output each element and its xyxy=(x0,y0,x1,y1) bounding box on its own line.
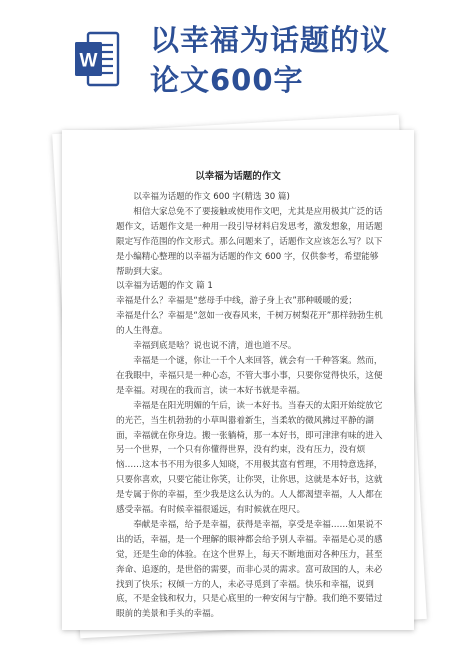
banner-title xyxy=(150,20,450,100)
header-banner xyxy=(0,0,474,118)
document-subtitle: 以幸福为话题的作文 600 字(精选 30 篇) xyxy=(133,192,290,202)
paragraph: 幸福是在阳光明媚的午后，读一本好书。当春天的太阳开始绽放它的光芒，当生机勃勃的小草叫嚣着新生，当柔软的微风拂过平静的湖面，幸福就在你身边。搬一张躺椅，那一本好书，即可津津有味的进入另一个世界，一个只有你懂得世界，没有约束，没有压力，没有烦恼……这本书不用为很多人知晓，不用极其富有哲理，不用特意选择，只要你喜欢，只要它能让你笑，让你哭，让你思，这就是本好书，这就是专属于你的幸福，至少我是这么认为的。人人都渴望幸福，人人都在感受幸福。有时候幸福很遥远，有时候就在咫尺。 xyxy=(116,400,383,516)
svg-text:W: W xyxy=(79,50,98,72)
paragraph: 奉献是幸福，给予是幸福，获得是幸福，享受是幸福……如果说不出的话，幸福，是一个理解的眼神都会给予别人幸福。幸福是心灵的感觉，还是生命的体验。在这个世界上，每天不断地面对各种压力，甚至奔命、追逐的，是世俗的需要，而非心灵的需求。富可敌国的人，未必找到了快乐；权倾一方的人，未必寻觅到了幸福。快乐和幸福，说到底，不是金钱和权力，只是心底里的一种安闲与宁静。我们绝不要错过眼前的美景和手头的幸福。 xyxy=(116,519,383,620)
document-page xyxy=(62,130,414,630)
word-document-icon xyxy=(74,31,120,87)
paragraph: 幸福是什么？幸福是“慈母手中线，游子身上衣”那种暖暖的爱； xyxy=(116,296,357,307)
banner-title-line2: 论文600字 xyxy=(150,63,304,97)
paragraph: 幸福到底是啥？说也说不清，道也道不尽。 xyxy=(133,341,297,352)
document-title: 以幸福为话题的作文 xyxy=(195,171,281,182)
banner-title-line1: 以幸福为话题的议 xyxy=(150,23,391,57)
intro-paragraph: 相信大家总免不了要接触或使用作文吧，尤其是应用极其广泛的话题作文，话题作文是一种用一段引导材料启发思考，激发想象，用话题限定写作范围的作文形式。那么问题来了，话题作文应该怎么写？以下是小编精心整理的以幸福为话题的作文 600 字，仅供参考，希望能够帮助到大家。 xyxy=(116,206,383,277)
document-body xyxy=(116,190,384,622)
paragraph: 幸福是什么？幸福是“忽如一夜春风来，千树万树梨花开”那样勃勃生机的人生得意。 xyxy=(116,311,383,337)
section-heading: 以幸福为话题的作文 篇 1 xyxy=(116,281,213,292)
paragraph: 幸福是一个谜，你让一千个人来回答，就会有一千种答案。然而，在我眼中，幸福只是一种心态，不管大事小事，只要你觉得快乐，这便是幸福。对现在的我而言，读一本好书就是幸福。 xyxy=(116,355,383,396)
